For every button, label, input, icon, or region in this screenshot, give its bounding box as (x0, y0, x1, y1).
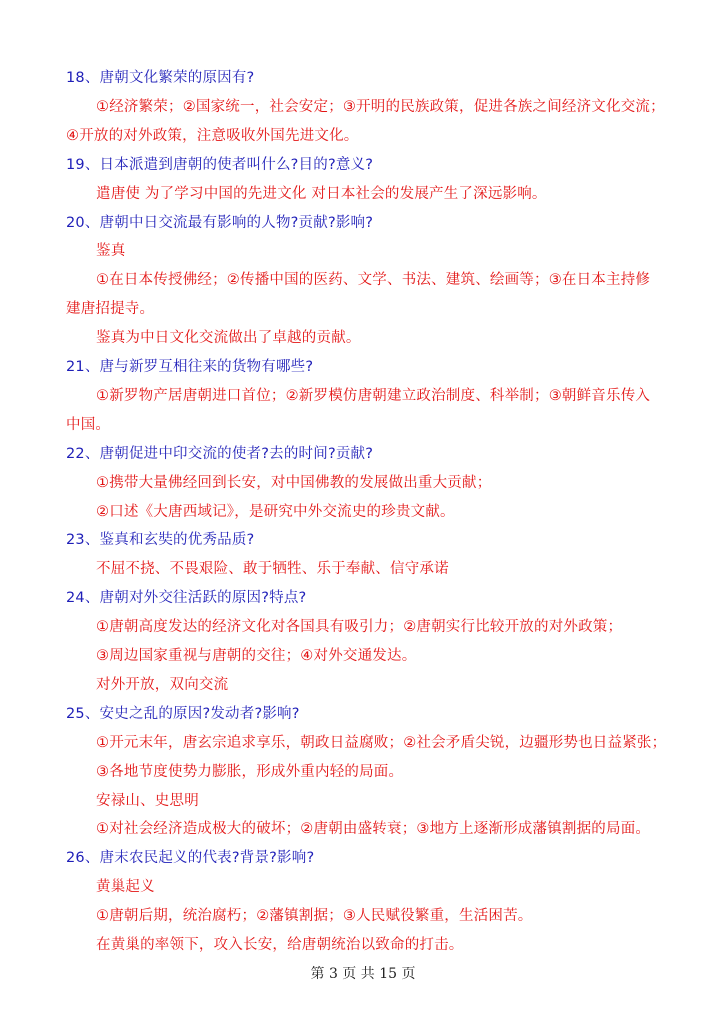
answer-line: ①开元末年，唐玄宗追求享乐，朝政日益腐败；②社会矛盾尖锐，边疆形势也日益紧张； (96, 734, 667, 751)
answer-line: ①唐朝后期，统治腐朽；②藩镇割据；③人民赋役繁重，生活困苦。 (96, 908, 533, 925)
answer-line: ①唐朝高度发达的经济文化对各国具有吸引力；②唐朝实行比较开放的对外政策； (96, 619, 623, 636)
question-line: 26、唐末农民起义的代表?背景?影响? (66, 850, 315, 867)
answer-line: ①在日本传授佛经；②传播中国的医药、文学、书法、建筑、绘画等；③在日本主持修 (96, 272, 651, 289)
answer-line: 黄巢起义 (96, 879, 155, 896)
answer-line: ①对社会经济造成极大的破坏；②唐朝由盛转衰；③地方上逐渐形成藩镇割据的局面。 (96, 821, 651, 838)
question-line: 24、唐朝对外交往活跃的原因?特点? (66, 590, 307, 607)
question-line: 23、鉴真和玄奘的优秀品质? (66, 532, 255, 549)
answer-line: ①携带大量佛经回到长安，对中国佛教的发展做出重大贡献； (96, 474, 492, 491)
answer-line: 建唐招提寺。 (66, 301, 155, 318)
answer-line: 中国。 (66, 416, 111, 433)
question-line: 25、安史之乱的原因?发动者?影响? (66, 705, 300, 722)
answer-line: ①新罗物产居唐朝进口首位；②新罗模仿唐朝建立政治制度、科举制；③朝鲜音乐传入 (96, 387, 651, 404)
answer-line: ②口述《大唐西域记》，是研究中外交流史的珍贵文献。 (96, 503, 455, 520)
answer-line: 鉴真为中日文化交流做出了卓越的贡献。 (96, 330, 361, 347)
question-line: 22、唐朝促进中印交流的使者?去的时间?贡献? (66, 445, 374, 462)
answer-line: 遣唐使 为了学习中国的先进文化 对日本社会的发展产生了深远影响。 (96, 185, 547, 202)
question-line: 21、唐与新罗互相往来的货物有哪些? (66, 359, 314, 375)
question-line: 20、唐朝中日交流最有影响的人物?贡献?影响? (66, 214, 374, 231)
answer-line: 不屈不挠、不畏艰险、敢于牺牲、乐于奉献、信守承诺 (96, 561, 449, 578)
question-line: 18、唐朝文化繁荣的原因有? (66, 70, 255, 86)
answer-line: ④开放的对外政策，注意吸收外国先进文化。 (66, 127, 359, 144)
answer-line: 安禄山、史思明 (96, 792, 199, 809)
answer-line: 对外开放，双向交流 (96, 676, 229, 693)
answer-line: 鉴真 (96, 243, 126, 260)
answer-line: ③周边国家重视与唐朝的交往；④对外交通发达。 (96, 648, 417, 664)
question-line: 19、日本派遣到唐朝的使者叫什么?目的?意义? (66, 156, 374, 173)
answer-line: ①经济繁荣；②国家统一，社会安定；③开明的民族政策，促进各族之间经济文化交流； (96, 98, 665, 115)
answer-line: ③各地节度使势力膨胀，形成外重内轻的局面。 (96, 763, 404, 780)
page-footer: 第 3 页 共 15 页 (310, 966, 416, 982)
answer-line: 在黄巢的率领下，攻入长安，给唐朝统治以致命的打击。 (96, 937, 464, 953)
